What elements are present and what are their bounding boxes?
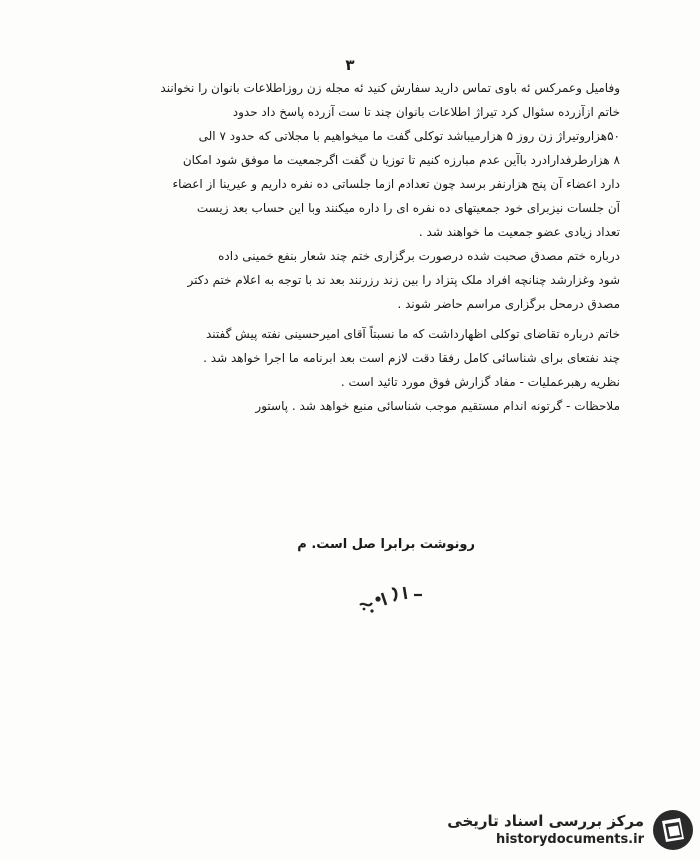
attestation-note: رونوشت برابرا صل است. م xyxy=(297,537,475,552)
document-line: وفامیل وعمرکس ئه باوی تماس دارید سفارش کنید ئه مجله زن روزاطلاعات بانوان را نخوانند xyxy=(160,81,620,95)
signature-scribble xyxy=(352,575,442,615)
document-line: دارد اعضاء آن پنج هزارنفر برسد چون تعدادم ازما جلساتی ده نفره داریم و عیرینا از اعضاء xyxy=(172,177,620,191)
document-line: ۸ هزارطرفدارادرد باآین عدم مبارزه کنیم تا توزیا ن گفت اگرجمعیت ما موفق شود امکان xyxy=(182,153,620,167)
document-line: شود وغزارشد چنانچه افراد ملک پتزاد را بین زند رزرنند بعد ند با توجه به اعلام ختم دکتر xyxy=(187,273,620,287)
document-line: آن جلسات نیزبرای خود جمعیتهای ده نفره ای را داره میکنند وبا این حساب بعد زیست xyxy=(196,201,620,215)
document-line: خاتم درباره تقاضای توکلی اظهارداشت که ما نسبتاً آقای امیرحسینی نفته پیش گفتند xyxy=(205,327,620,341)
document-line: خاتم ازآزرده سئوال کرد تیراژ اطلاعات بانوان چند تا ست آزرده پاسخ داد حدود xyxy=(232,105,620,119)
archive-logo-icon xyxy=(652,809,694,851)
document-line: نظریه رهبرعملیات - مفاد گزارش فوق مورد تائید است . xyxy=(340,375,620,389)
document-line: تعداد زیادی عضو جمعیت ما خواهند شد . xyxy=(418,225,620,239)
archive-url: historydocuments.ir xyxy=(495,832,644,847)
document-line: ۵۰هزاروتیراژ زن روز ۵ هزارمیباشد توکلی گفت ما میخواهیم با مجلاتی که حدود ۷ الی xyxy=(198,129,620,143)
document-line: ملاحظات - گرتونه اندام مستقیم موجب شناسائی منبع خواهد شد . پاستور xyxy=(255,399,620,413)
document-body xyxy=(100,76,620,418)
archive-name: مرکز بررسی اسناد تاریخی xyxy=(447,812,644,830)
archive-watermark xyxy=(424,805,694,855)
page-number: ۳ xyxy=(345,56,355,74)
document-line: مصدق درمحل برگزاری مراسم حاضر شوند . xyxy=(397,297,620,311)
document-line: چند نفتعای برای شناسائی کامل رفقا دقت لازم است بعد ابرنامه ما اجرا خواهد شد . xyxy=(203,351,620,365)
document-line: درباره ختم مصدق صحبت شده درصورت برگزاری ختم چند شعار بنفع خمینی داده xyxy=(218,249,620,263)
